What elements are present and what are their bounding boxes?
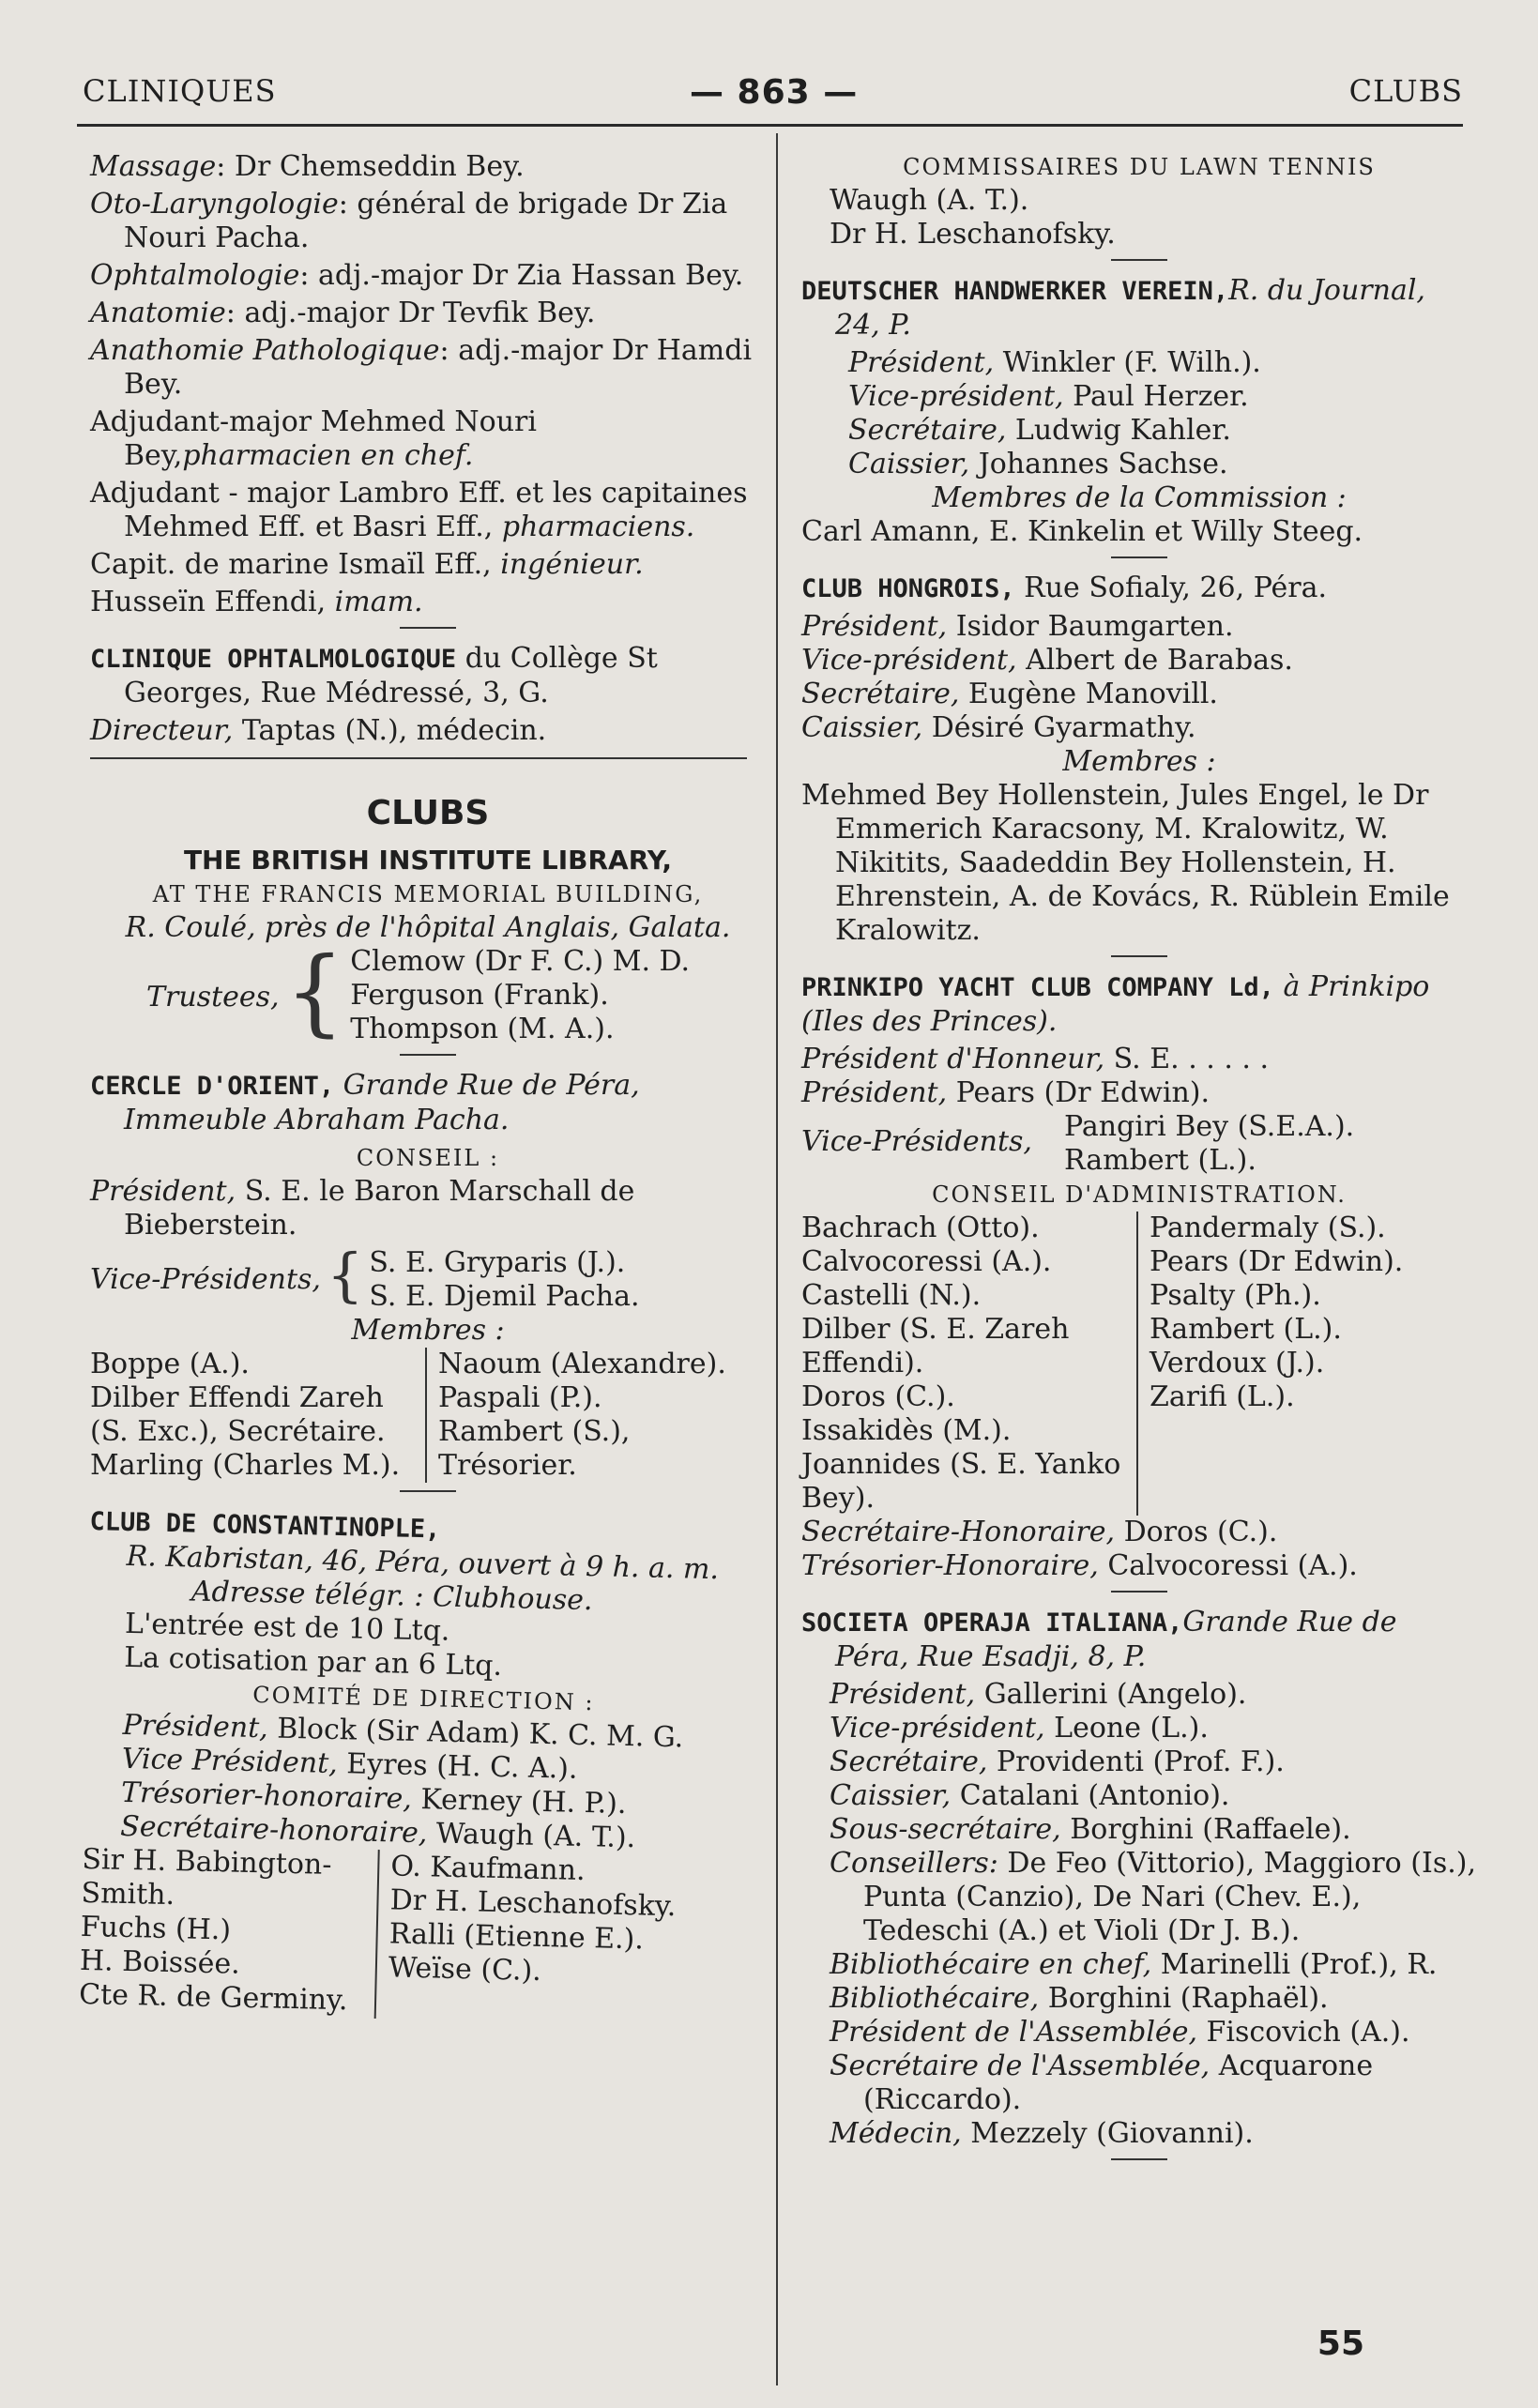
member: Bachrach (Otto). bbox=[801, 1212, 1040, 1244]
membres-list: Mehmed Bey Hollenstein, Jules Engel, le Dr Emmerich Karacsony, M. Kralowitz, W. Nikitits, Saadeddin Bey Hollenstein, H. Ehrenstein, A. de Kovács, R. Rüblein Emile Kralowitz. bbox=[801, 779, 1450, 947]
club-address: R. Coulé, près de l'hôpital Anglais, Galata. bbox=[125, 911, 731, 944]
divider bbox=[1111, 556, 1167, 558]
section-rule bbox=[90, 757, 747, 759]
role-line: Caissier, Catalani (Antonio). bbox=[830, 1779, 1230, 1812]
member: Paspali (P.). bbox=[438, 1381, 602, 1414]
prinkipo-vp-group bbox=[801, 1110, 1477, 1178]
staff-line: Husseïn Effendi, imam. bbox=[90, 586, 423, 618]
staff-line: Adjudant - major Lambro Eff. et les capitaines Mehmed Eff. et Basri Eff., pharmaciens. bbox=[90, 477, 748, 543]
member: Dr H. Leschanofsky. bbox=[830, 218, 1116, 251]
clinic-line: Anatomie: adj.-major Dr Tevfik Bey. bbox=[90, 297, 596, 329]
member: Doros (C.). bbox=[801, 1380, 955, 1413]
member: Calvocoressi (A.). bbox=[801, 1245, 1052, 1278]
club-cotisation: La cotisation par an 6 Ltq. bbox=[123, 1640, 503, 1683]
prinkipo-vp-list bbox=[1064, 1110, 1354, 1178]
role-line: Conseillers: De Feo (Vittorio), Maggioro (Is.), Punta (Canzio), De Nari (Chev. E.), Tedeschi (A.) et Violi (Dr J. B.). bbox=[830, 1847, 1477, 1947]
cercle-conseil: CONSEIL : bbox=[356, 1145, 500, 1171]
role-line: Président d'Honneur, S. E. . . . . . bbox=[801, 1043, 1270, 1075]
members-col-b bbox=[376, 1850, 758, 2027]
role-line: Secrétaire de l'Assemblée, Acquarone (Riccardo). bbox=[830, 2050, 1374, 2116]
member: Issakidès (M.). bbox=[801, 1414, 1012, 1447]
role-line: Secrétaire, Providenti (Prof. F.). bbox=[830, 1745, 1285, 1778]
trustees-group bbox=[146, 937, 766, 1046]
divider bbox=[400, 1490, 456, 1492]
const-block bbox=[79, 1505, 766, 2027]
role-line: Président, Block (Sir Adam) K. C. M. G. bbox=[122, 1708, 684, 1755]
clinique-entry: CLINIQUE OPHTALMOLOGIQUE du Collège St Georges, Rue Médressé, 3, G. bbox=[90, 642, 658, 709]
member: Castelli (N.). bbox=[801, 1279, 982, 1312]
role-line: Vice-président, Paul Herzer. bbox=[848, 380, 1249, 413]
club-comite: COMITÉ DE DIRECTION : bbox=[252, 1681, 595, 1716]
role-line: Président, Isidor Baumgarten. bbox=[801, 610, 1234, 643]
header-page-number: — 863 — bbox=[690, 73, 859, 112]
member: Rambert (S.), Trésorier. bbox=[438, 1415, 631, 1482]
header-left: CLINIQUES bbox=[83, 73, 277, 109]
italiana-entry: SOCIETA OPERAJA ITALIANA,Grande Rue de Péra, Rue Esadji, 8, P. bbox=[801, 1606, 1397, 1673]
member: Pandermaly (S.). bbox=[1150, 1212, 1386, 1244]
divider bbox=[1111, 259, 1167, 261]
vice-president: S. E. Djemil Pacha. bbox=[369, 1280, 640, 1313]
club-title: THE BRITISH INSTITUTE LIBRARY, bbox=[183, 845, 673, 876]
role-line: Président, Gallerini (Angelo). bbox=[830, 1678, 1247, 1711]
vice-president: S. E. Gryparis (J.). bbox=[369, 1246, 626, 1279]
clinique-director: Directeur, Taptas (N.), médecin. bbox=[90, 714, 547, 747]
role-line: Trésorier-honoraire, Kerney (H. P.). bbox=[120, 1776, 627, 1821]
member: H. Boissée. bbox=[79, 1943, 241, 1981]
member: O. Kaufmann. bbox=[390, 1850, 586, 1888]
member: Dilber Effendi Zareh (S. Exc.), Secrétaire. bbox=[90, 1381, 386, 1448]
club-entree: L'entrée est de 10 Ltq. bbox=[124, 1607, 450, 1648]
member: Weïse (C.). bbox=[388, 1951, 542, 1989]
right-column bbox=[801, 150, 1477, 2173]
clinic-line: Massage: Dr Chemseddin Bey. bbox=[90, 150, 525, 183]
member: Waugh (A. T.). bbox=[830, 184, 1029, 217]
cercle-membres-label: Membres : bbox=[351, 1314, 505, 1347]
role-line: Vice-président, Leone (L.). bbox=[830, 1712, 1209, 1745]
const-members bbox=[79, 1843, 758, 2027]
role-line: Secrétaire, Ludwig Kahler. bbox=[848, 414, 1231, 447]
member: Boppe (A.). bbox=[90, 1348, 250, 1380]
club-title: COMMISSAIRES DU LAWN TENNIS bbox=[903, 154, 1376, 180]
role-line: Caissier, Johannes Sachse. bbox=[848, 448, 1228, 480]
clinic-line: Oto-Laryngologie: général de brigade Dr Zia Nouri Pacha. bbox=[90, 188, 728, 254]
members-col-b bbox=[427, 1348, 766, 1483]
membres-label: Membres : bbox=[1062, 745, 1216, 778]
role-line: Secrétaire-honoraire, Waugh (A. T.). bbox=[119, 1809, 636, 1855]
role-line: Caissier, Désiré Gyarmathy. bbox=[801, 711, 1196, 744]
trustee: Clemow (Dr F. C.) M. D. bbox=[350, 945, 691, 978]
divider bbox=[400, 1054, 456, 1056]
divider bbox=[1111, 955, 1167, 957]
prinkipo-entry: PRINKIPO YACHT CLUB COMPANY Ld, à Prinkipo (Iles des Princes). bbox=[801, 970, 1430, 1038]
club-title: CLUB DE CONSTANTINOPLE, bbox=[89, 1506, 441, 1545]
role-line: Sous-secrétaire, Borghini (Raffaele). bbox=[830, 1813, 1351, 1846]
cercle-vp-group bbox=[90, 1241, 766, 1314]
vice-president: Pangiri Bey (S.E.A.). bbox=[1064, 1110, 1355, 1143]
role-line: Secrétaire-Honoraire, Doros (C.). bbox=[801, 1516, 1278, 1548]
role-line: Secrétaire, Eugène Manovill. bbox=[801, 678, 1218, 710]
member: Dilber (S. E. Zareh Effendi). bbox=[801, 1313, 1070, 1379]
membres-list: Carl Amann, E. Kinkelin et Willy Steeg. bbox=[801, 515, 1363, 548]
role-line: Président, Pears (Dr Edwin). bbox=[801, 1076, 1211, 1109]
member: Cte R. de Germiny. bbox=[78, 1977, 348, 2018]
member: Fuchs (H.) bbox=[80, 1910, 232, 1947]
club-telegram: Adresse télégr. : Clubhouse. bbox=[190, 1575, 593, 1618]
role-line: Président, Winkler (F. Wilh.). bbox=[848, 346, 1261, 379]
divider bbox=[400, 627, 456, 629]
divider bbox=[1111, 2158, 1167, 2160]
trustee: Ferguson (Frank). bbox=[350, 979, 609, 1012]
conseil-label: CONSEIL D'ADMINISTRATION. bbox=[932, 1181, 1347, 1208]
left-column bbox=[78, 150, 766, 2018]
member: Naoum (Alexandre). bbox=[438, 1348, 726, 1380]
cercle-entry: CERCLE D'ORIENT, Grande Rue de Péra, Immeuble Abraham Pacha. bbox=[90, 1069, 640, 1136]
member: Pears (Dr Edwin). bbox=[1150, 1245, 1404, 1278]
divider bbox=[1111, 1591, 1167, 1593]
member: Marling (Charles M.). bbox=[90, 1449, 401, 1482]
member: Rambert (L.). bbox=[1150, 1313, 1342, 1346]
members-col-b bbox=[1138, 1212, 1477, 1516]
deutscher-entry: DEUTSCHER HANDWERKER VEREIN,R. du Journal, 24, P. bbox=[801, 274, 1425, 342]
member: Psalty (Ph.). bbox=[1150, 1279, 1321, 1312]
member: Sir H. Babington-Smith. bbox=[81, 1842, 332, 1913]
members-col-a bbox=[801, 1212, 1138, 1516]
role-line: Médecin, Mezzely (Giovanni). bbox=[830, 2117, 1254, 2150]
cercle-vp-list bbox=[369, 1246, 639, 1314]
staff-line: Capit. de marine Ismaïl Eff., ingénieur. bbox=[90, 548, 644, 581]
trustee: Thompson (M. A.). bbox=[350, 1013, 615, 1045]
member: Ralli (Etienne E.). bbox=[388, 1917, 645, 1957]
staff-line: Adjudant-major Mehmed Nouri Bey,pharmacien en chef. bbox=[90, 405, 537, 472]
cercle-vp-label: Vice-Présidents, bbox=[90, 1263, 321, 1296]
clinic-line: Anathomie Pathologique: adj.-major Dr Hamdi Bey. bbox=[90, 334, 753, 401]
club-subtitle: AT THE FRANCIS MEMORIAL BUILDING, bbox=[152, 881, 704, 907]
prinkipo-members bbox=[801, 1212, 1477, 1516]
section-title: CLUBS bbox=[366, 794, 490, 832]
vice-president: Rambert (L.). bbox=[1064, 1144, 1256, 1177]
role-line: Président de l'Assemblée, Fiscovich (A.). bbox=[830, 2016, 1410, 2049]
membres-label: Membres de la Commission : bbox=[932, 481, 1347, 514]
brace: { bbox=[284, 937, 345, 1046]
member: Dr H. Leschanofsky. bbox=[389, 1883, 677, 1924]
cercle-members bbox=[90, 1348, 766, 1483]
club-address: R. Kabristan, 46, Péra, ouvert à 9 h. a. m. bbox=[126, 1539, 720, 1587]
hongrois-entry: CLUB HONGROIS, Rue Sofialy, 26, Péra. bbox=[801, 572, 1328, 604]
members-col-a bbox=[79, 1843, 380, 2019]
role-line: Vice Président, Eyres (H. C. A.). bbox=[121, 1742, 578, 1786]
role-line: Trésorier-Honoraire, Calvocoressi (A.). bbox=[801, 1549, 1358, 1582]
member: Verdoux (J.). bbox=[1150, 1347, 1325, 1379]
role-line: Vice-président, Albert de Barabas. bbox=[801, 644, 1293, 677]
column-separator bbox=[776, 133, 778, 2385]
header-right: CLUBS bbox=[1348, 73, 1463, 109]
cercle-president: Président, S. E. le Baron Marschall de Bieberstein. bbox=[90, 1175, 635, 1242]
member: Zarifi (L.). bbox=[1150, 1380, 1295, 1413]
trustees-list bbox=[350, 945, 690, 1046]
brace: { bbox=[326, 1241, 364, 1309]
role-line: Bibliothécaire, Borghini (Raphaël). bbox=[830, 1982, 1329, 2015]
role-line: Bibliothécaire en chef, Marinelli (Prof.), R. bbox=[830, 1948, 1438, 1981]
footer-page-number: 55 bbox=[1317, 2324, 1364, 2363]
header-rule bbox=[77, 124, 1463, 127]
clinic-line: Ophtalmologie: adj.-major Dr Zia Hassan Bey. bbox=[90, 259, 744, 292]
trustees-label: Trustees, bbox=[146, 981, 280, 1013]
member: Joannides (S. E. Yanko Bey). bbox=[801, 1448, 1121, 1515]
members-col-a bbox=[90, 1348, 427, 1483]
prinkipo-vp-label: Vice-Présidents, bbox=[801, 1125, 1032, 1158]
